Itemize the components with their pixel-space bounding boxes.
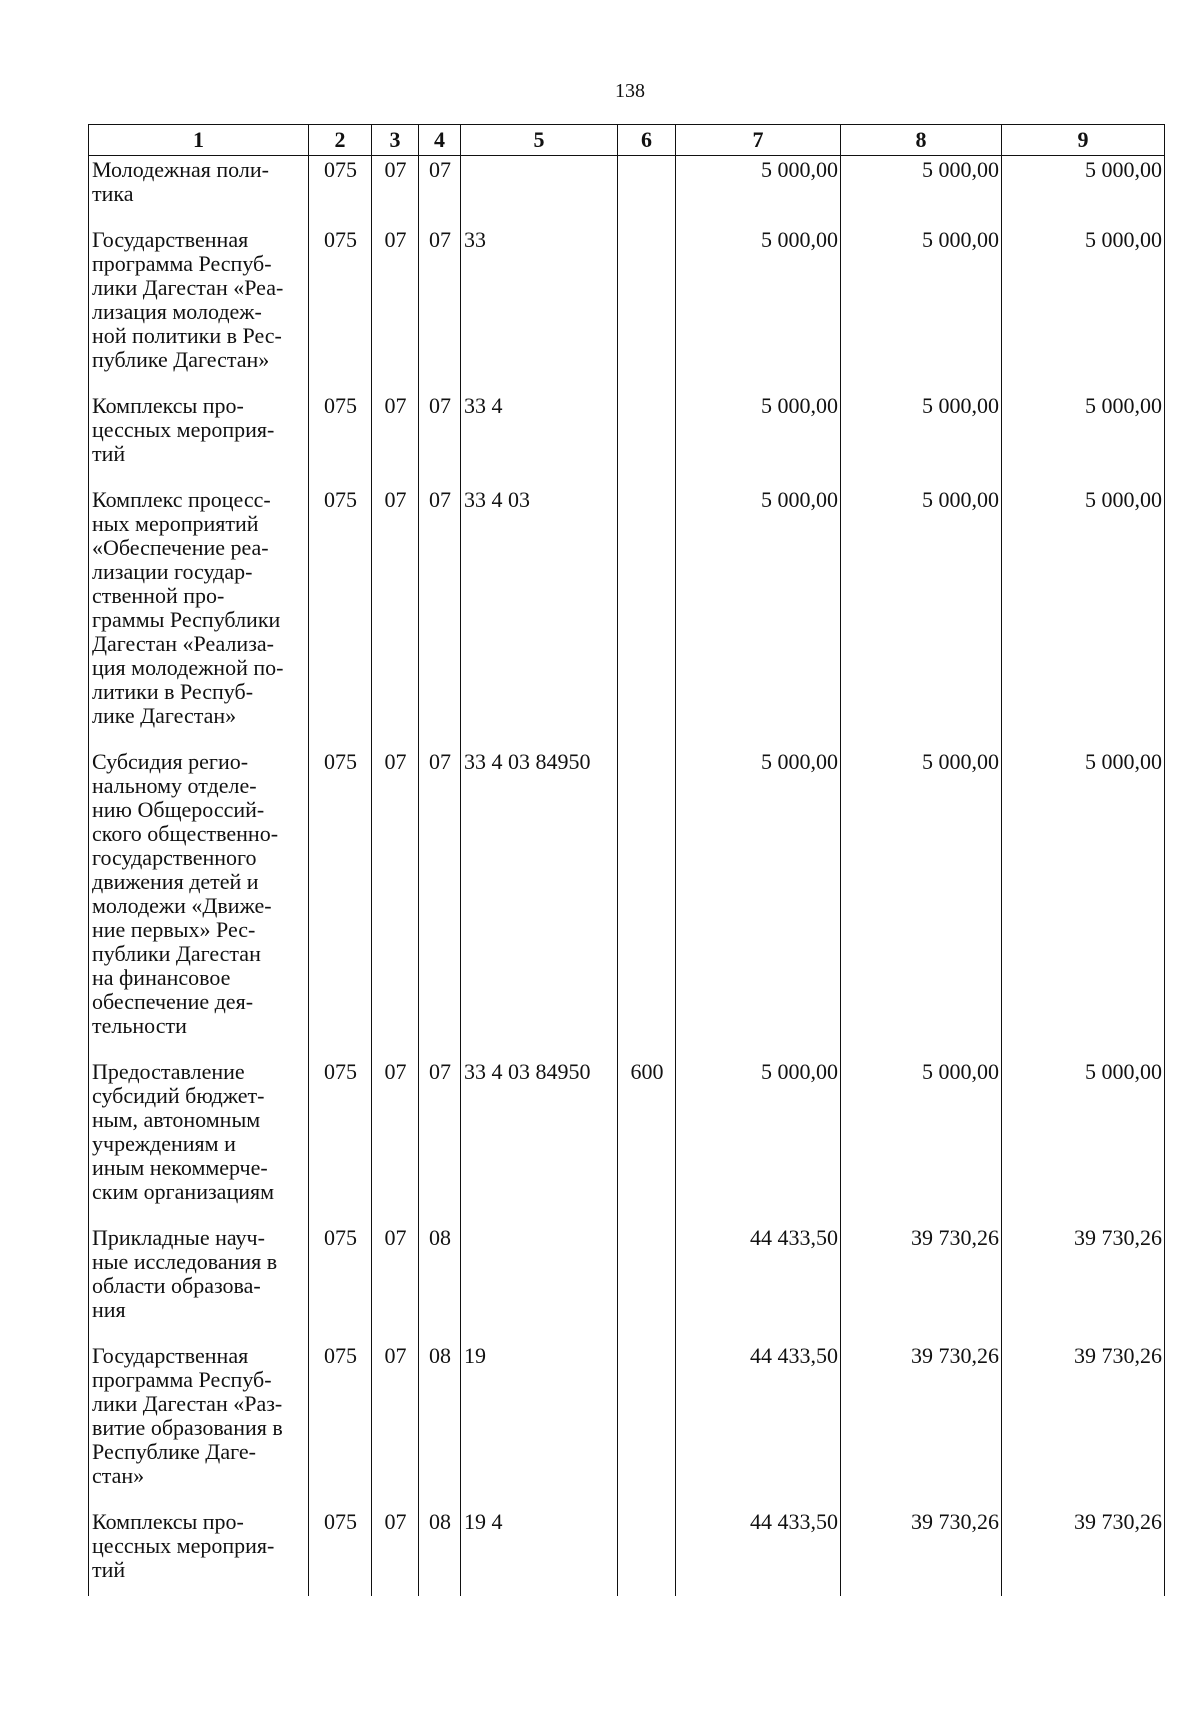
subsection-cell: 08 (419, 1224, 461, 1342)
row-name-cell: Комплекс процесс- ных мероприятий «Обеспечение реа- лизации государ- ственной про- граммы Республики Дагестан «Реализа- ция молодежной по- литики в Респуб- лике Дагестан» (89, 486, 309, 748)
target-article-cell: 19 4 (461, 1508, 618, 1596)
amount-col8-cell: 5 000,00 (841, 392, 1002, 486)
target-article-cell: 33 4 (461, 392, 618, 486)
target-article-cell: 33 4 03 84950 (461, 1058, 618, 1224)
section-cell: 07 (372, 1224, 419, 1342)
amount-col8-cell: 5 000,00 (841, 226, 1002, 392)
section-cell: 07 (372, 486, 419, 748)
table-body (89, 156, 1165, 1597)
amount-col7-cell: 44 433,50 (676, 1224, 841, 1342)
subsection-cell: 07 (419, 156, 461, 227)
amount-col9-cell: 5 000,00 (1002, 748, 1165, 1058)
subsection-cell: 08 (419, 1508, 461, 1596)
amount-col7-cell: 5 000,00 (676, 486, 841, 748)
admin-code-cell: 075 (309, 156, 372, 227)
amount-col7-cell: 44 433,50 (676, 1508, 841, 1596)
section-cell: 07 (372, 1508, 419, 1596)
subsection-cell: 07 (419, 226, 461, 392)
expense-type-cell (618, 392, 676, 486)
admin-code-cell: 075 (309, 1342, 372, 1508)
column-header: 7 (676, 125, 841, 156)
admin-code-cell: 075 (309, 226, 372, 392)
subsection-cell: 07 (419, 1058, 461, 1224)
amount-col9-cell: 5 000,00 (1002, 1058, 1165, 1224)
budget-table (88, 124, 1165, 1596)
admin-code-cell: 075 (309, 392, 372, 486)
expense-type-cell (618, 156, 676, 227)
admin-code-cell: 075 (309, 1058, 372, 1224)
table-row (89, 226, 1165, 392)
amount-col9-cell: 5 000,00 (1002, 156, 1165, 227)
amount-col8-cell: 39 730,26 (841, 1508, 1002, 1596)
amount-col7-cell: 44 433,50 (676, 1342, 841, 1508)
subsection-cell: 08 (419, 1342, 461, 1508)
amount-col8-cell: 5 000,00 (841, 156, 1002, 227)
table-row (89, 1342, 1165, 1508)
subsection-cell: 07 (419, 748, 461, 1058)
column-header: 9 (1002, 125, 1165, 156)
expense-type-cell (618, 1508, 676, 1596)
amount-col8-cell: 5 000,00 (841, 486, 1002, 748)
expense-type-cell (618, 1224, 676, 1342)
table-row (89, 156, 1165, 227)
amount-col7-cell: 5 000,00 (676, 392, 841, 486)
row-name-cell: Прикладные науч- ные исследования в области образова- ния (89, 1224, 309, 1342)
section-cell: 07 (372, 1058, 419, 1224)
amount-col8-cell: 5 000,00 (841, 1058, 1002, 1224)
row-name-cell: Государственная программа Респуб- лики Дагестан «Раз- витие образования в Республике Даге- стан» (89, 1342, 309, 1508)
table-row (89, 392, 1165, 486)
expense-type-cell: 600 (618, 1058, 676, 1224)
row-name-cell: Комплексы про- цессных мероприя- тий (89, 1508, 309, 1596)
section-cell: 07 (372, 748, 419, 1058)
amount-col7-cell: 5 000,00 (676, 156, 841, 227)
amount-col8-cell: 39 730,26 (841, 1224, 1002, 1342)
row-name-cell: Комплексы про- цессных мероприя- тий (89, 392, 309, 486)
target-article-cell: 33 4 03 84950 (461, 748, 618, 1058)
admin-code-cell: 075 (309, 1508, 372, 1596)
row-name-cell: Государственная программа Респуб- лики Дагестан «Реа- лизация молодеж- ной политики в Рес- публике Дагестан» (89, 226, 309, 392)
target-article-cell: 33 4 03 (461, 486, 618, 748)
admin-code-cell: 075 (309, 748, 372, 1058)
amount-col9-cell: 39 730,26 (1002, 1342, 1165, 1508)
expense-type-cell (618, 748, 676, 1058)
row-name-cell: Предоставление субсидий бюджет- ным, автономным учреждениям и иным некоммерче- ским организациям (89, 1058, 309, 1224)
column-header: 6 (618, 125, 676, 156)
row-name-cell: Субсидия регио- нальному отделе- нию Общероссий- ского общественно- государственного движения детей и молодежи «Движе- ние первых» Рес- публики Дагестан на финансовое обеспечение дея- тельности (89, 748, 309, 1058)
column-header: 5 (461, 125, 618, 156)
section-cell: 07 (372, 1342, 419, 1508)
amount-col9-cell: 39 730,26 (1002, 1508, 1165, 1596)
amount-col9-cell: 5 000,00 (1002, 226, 1165, 392)
amount-col8-cell: 5 000,00 (841, 748, 1002, 1058)
table-row (89, 1508, 1165, 1596)
amount-col7-cell: 5 000,00 (676, 748, 841, 1058)
admin-code-cell: 075 (309, 486, 372, 748)
column-header: 8 (841, 125, 1002, 156)
amount-col7-cell: 5 000,00 (676, 226, 841, 392)
amount-col8-cell: 39 730,26 (841, 1342, 1002, 1508)
amount-col9-cell: 5 000,00 (1002, 392, 1165, 486)
row-name-cell: Молодежная поли- тика (89, 156, 309, 227)
amount-col7-cell: 5 000,00 (676, 1058, 841, 1224)
expense-type-cell (618, 1342, 676, 1508)
column-header: 4 (419, 125, 461, 156)
column-header: 2 (309, 125, 372, 156)
table-row (89, 1058, 1165, 1224)
page-number: 138 (615, 80, 645, 102)
table-row (89, 748, 1165, 1058)
expense-type-cell (618, 226, 676, 392)
expense-type-cell (618, 486, 676, 748)
section-cell: 07 (372, 156, 419, 227)
target-article-cell (461, 156, 618, 227)
amount-col9-cell: 5 000,00 (1002, 486, 1165, 748)
admin-code-cell: 075 (309, 1224, 372, 1342)
column-header: 3 (372, 125, 419, 156)
amount-col9-cell: 39 730,26 (1002, 1224, 1165, 1342)
target-article-cell: 33 (461, 226, 618, 392)
section-cell: 07 (372, 226, 419, 392)
column-header: 1 (89, 125, 309, 156)
subsection-cell: 07 (419, 392, 461, 486)
target-article-cell (461, 1224, 618, 1342)
section-cell: 07 (372, 392, 419, 486)
target-article-cell: 19 (461, 1342, 618, 1508)
subsection-cell: 07 (419, 486, 461, 748)
table-row (89, 486, 1165, 748)
table-row (89, 1224, 1165, 1342)
header-row (89, 125, 1165, 156)
